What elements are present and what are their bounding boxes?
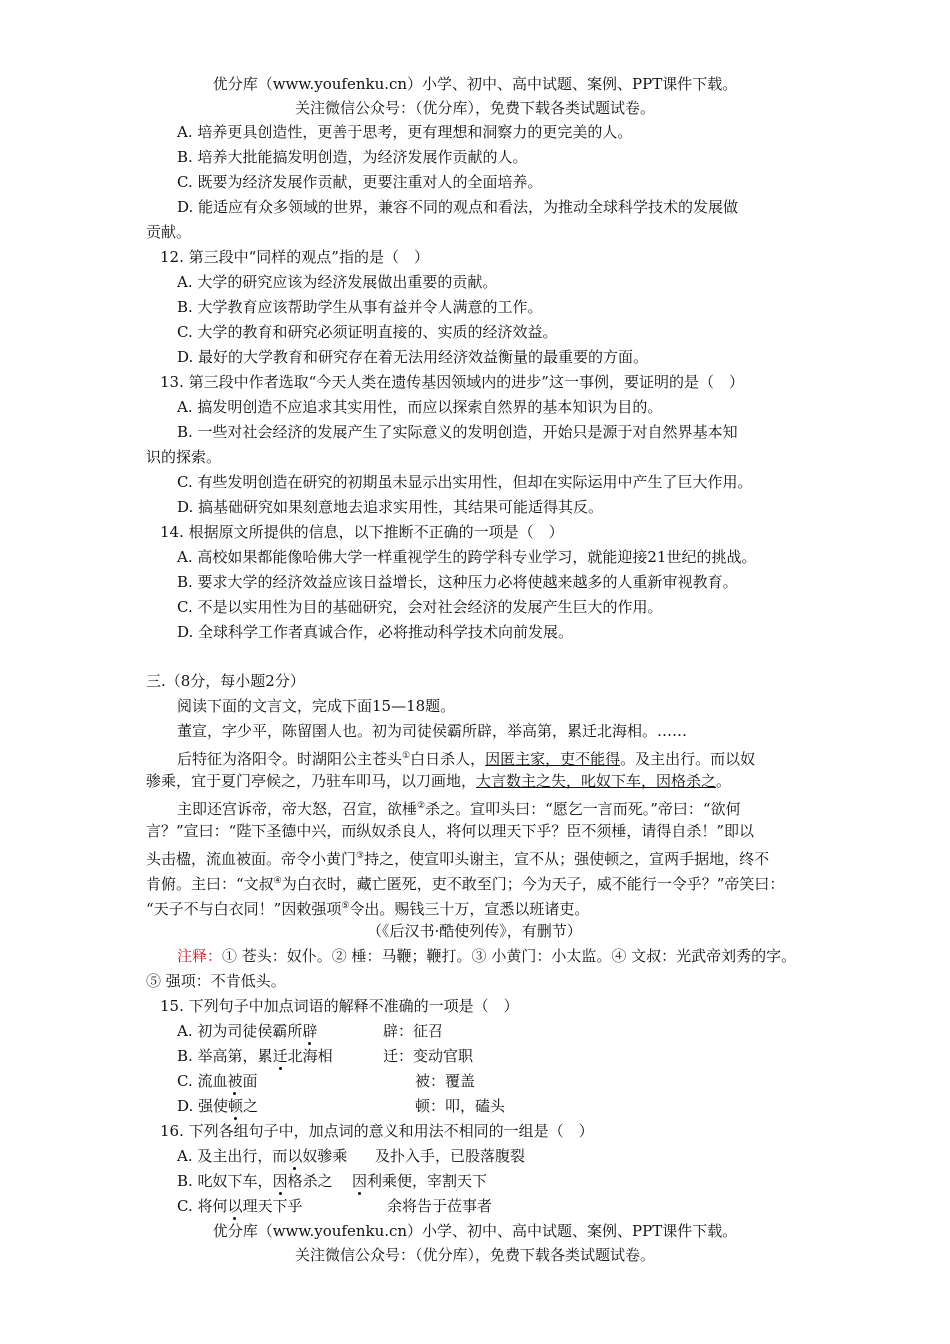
underlined-sentence-2: 大言数主之失，叱奴下车，因格杀之: [476, 772, 717, 790]
passage-paragraph-1: 董宣，字少平，陈留圉人也。初为司徒侯霸所辟，举高第，累迁北海相。……: [177, 722, 688, 740]
q14-stem: 14. 根据原文所提供的信息，以下推断不正确的一项是（ ）: [160, 523, 564, 541]
footer-line-1: 优分库（www.youfenku.cn）小学、初中、高中试题、案例、PPT课件下载。: [212, 1222, 738, 1240]
q11-option-d-line2: 贡献。: [146, 223, 192, 241]
p3-text-1b: 杀之。宣叩头曰：“愿乞一言而死。”帝曰：“欲何: [425, 800, 741, 818]
q16-c-dotted-word: 以: [227, 1197, 243, 1215]
q16-a-right-text: 及扑入手，已股落腹裂: [375, 1147, 526, 1165]
p3-text-1a: 主即还宫诉帝，帝大怒，召宣，欲棰: [177, 800, 418, 818]
q16-option-b: [177, 1170, 857, 1192]
annotation-line1: [177, 945, 857, 967]
q14-option-b: B. 要求大学的经济效益应该日益增长，这种压力必将使越来越多的人重新审视教育。: [177, 573, 738, 591]
passage-paragraph-2-line1: [177, 745, 857, 770]
note-ref-1: ①: [402, 751, 411, 761]
note-ref-4: ④: [273, 876, 282, 886]
note-ref-2: ②: [417, 801, 426, 811]
q12-option-b: B. 大学教育应该帮助学生从事有益并令人满意的工作。: [177, 298, 543, 316]
passage-paragraph-3-line4: [146, 870, 826, 895]
q15-b-text-post: 北海相: [287, 1047, 333, 1065]
annotation-label: 注释：: [177, 947, 223, 965]
p3-text-5b: 令出。赐钱三十万，宣悉以班诸吏。: [349, 900, 590, 918]
p3-text-4a: 肯俯。主曰：“文叔: [146, 875, 274, 893]
q16-a-dotted-word: 以: [287, 1147, 303, 1165]
section-3-title: 三.（8分，每小题2分）: [146, 672, 305, 690]
passage-paragraph-3-line5: [146, 895, 826, 920]
header-line-2: 关注微信公众号：（优分库），免费下载各类试题试卷。: [294, 99, 655, 117]
q16-b-text-post: 格杀之: [287, 1172, 333, 1190]
q11-option-b: B. 培养大批能搞发明创造，为经济发展作贡献的人。: [177, 148, 528, 166]
q15-c-gloss: 被：覆盖: [415, 1072, 476, 1090]
passage-source: （《后汉书·酷使列传》，有删节）: [367, 922, 582, 940]
p3-text-4b: 为白衣时，藏亡匿死，吏不敢至门；今为天子，威不能行一令乎？”帝笑曰：: [281, 875, 785, 893]
q13-option-d: D. 搞基础研究如果刻意地去追求实用性，其结果可能适得其反。: [177, 498, 604, 516]
passage-paragraph-3-line3: [146, 845, 826, 870]
q16-option-c: [177, 1195, 857, 1217]
q15-d-text-post: 之: [243, 1097, 259, 1115]
q16-c-right-text: 余将告于莅事者: [387, 1197, 493, 1215]
q15-d-dotted-word: 顿: [228, 1097, 244, 1115]
q12-stem: 12. 第三段中“同样的观点”指的是（ ）: [160, 248, 429, 266]
q15-option-c: [177, 1070, 857, 1092]
q13-option-c: C. 有些发明创造在研究的初期虽未显示出实用性，但却在实际运用中产生了巨大作用。: [177, 473, 753, 491]
q16-stem: 16. 下列各组句子中，加点词的意义和用法不相同的一组是（ ）: [160, 1122, 594, 1140]
note-ref-3: ③: [356, 851, 365, 861]
q15-stem: 15. 下列句子中加点词语的解释不准确的一项是（ ）: [160, 997, 519, 1015]
q16-b-text: B. 叱奴下车，: [177, 1172, 273, 1190]
p2-text-a: 后特征为洛阳令。时湖阳公主苍头: [177, 750, 403, 768]
passage-paragraph-2-line2: [146, 770, 826, 792]
q15-a-gloss: 辟：征召: [383, 1022, 444, 1040]
header-line-1: 优分库（www.youfenku.cn）小学、初中、高中试题、案例、PPT课件下载。: [212, 75, 738, 93]
q15-c-text-post: 面: [242, 1072, 258, 1090]
q16-a-text-post: 奴骖乘: [302, 1147, 348, 1165]
q11-option-d-line1: D. 能适应有众多领域的世界，兼容不同的观点和看法，为推动全球科学技术的发展做: [177, 198, 739, 216]
q16-b-right-dotted-word: 因: [352, 1172, 368, 1190]
q15-b-gloss: 迁：变动官职: [383, 1047, 474, 1065]
p2-text-c: 。及主出行。而以奴: [620, 750, 756, 768]
q12-option-a: A. 大学的研究应该为经济发展做出重要的贡献。: [177, 273, 498, 291]
q14-option-a: A. 高校如果都能像哈佛大学一样重视学生的跨学科专业学习，就能迎接21世纪的挑战。: [177, 548, 757, 566]
q13-stem: 13. 第三段中作者选取“今天人类在遗传基因领域内的进步”这一事例，要证明的是（ ）: [160, 373, 744, 391]
q15-c-text: C. 流血: [177, 1072, 228, 1090]
annotation-text-1: ① 苍头：奴仆。② 棰：马鞭；鞭打。③ 小黄门：小太监。④ 文叔：光武帝刘秀的字。: [222, 947, 797, 965]
q11-option-a: A. 培养更具创造性，更善于思考，更有理想和洞察力的更完美的人。: [177, 123, 633, 141]
q12-option-c: C. 大学的教育和研究必须证明直接的、实质的经济效益。: [177, 323, 558, 341]
p3-text-5a: “天子不与白衣同！”因敕强项: [146, 900, 342, 918]
note-ref-5: ⑤: [341, 901, 350, 911]
q15-a-dotted-word: 辟: [302, 1022, 318, 1040]
q15-a-text: A. 初为司徒侯霸所: [177, 1022, 303, 1040]
q16-b-dotted-word: 因: [272, 1172, 288, 1190]
q16-a-text: A. 及主出行，而: [177, 1147, 288, 1165]
p2-text-b: 白日杀人，: [410, 750, 486, 768]
passage-paragraph-3-line1: [177, 795, 857, 820]
q13-option-a: A. 搞发明创造不应追求其实用性，而应以探索自然界的基本知识为目的。: [177, 398, 663, 416]
p3-text-3a: 头击楹，流血被面。帝令小黄门: [146, 850, 357, 868]
q15-d-gloss: 顿：叩，磕头: [415, 1097, 506, 1115]
q15-d-text: D. 强使: [177, 1097, 229, 1115]
q15-option-b: [177, 1045, 857, 1067]
passage-paragraph-3-line2: 言？”宣曰：“陛下圣德中兴，而纵奴杀良人，将何以理天下乎？臣不须棰，请得自杀！”即以: [146, 822, 755, 840]
p3-text-3b: 持之，使宣叩头谢主，宣不从；强使顿之，宣两手据地，终不: [364, 850, 770, 868]
q15-b-dotted-word: 迁: [272, 1047, 288, 1065]
annotation-line2: ⑤ 强项：不肯低头。: [146, 972, 286, 990]
q13-option-b-line2: 识的探索。: [146, 448, 222, 466]
p2-text-d: 骖乘，宜于夏门亭候之，乃驻车叩马，以刀画地，: [146, 772, 477, 790]
q16-c-text: C. 将何: [177, 1197, 228, 1215]
q15-b-text: B. 举高第，累: [177, 1047, 273, 1065]
q13-option-b-line1: B. 一些对社会经济的发展产生了实际意义的发明创造，开始只是源于对自然界基本知: [177, 423, 738, 441]
q14-option-d: D. 全球科学工作者真诚合作，必将推动科学技术向前发展。: [177, 623, 574, 641]
section-3-instruction: 阅读下面的文言文，完成下面15—18题。: [177, 697, 456, 715]
p2-text-e: 。: [716, 772, 732, 790]
footer-line-2: 关注微信公众号：（优分库），免费下载各类试题试卷。: [294, 1246, 655, 1264]
q15-c-dotted-word: 被: [227, 1072, 243, 1090]
q11-option-c: C. 既要为经济发展作贡献，更要注重对人的全面培养。: [177, 173, 543, 191]
q16-c-text-post: 理天下乎: [242, 1197, 303, 1215]
q14-option-c: C. 不是以实用性为目的基础研究，会对社会经济的发展产生巨大的作用。: [177, 598, 663, 616]
q15-option-a: [177, 1020, 857, 1042]
q12-option-d: D. 最好的大学教育和研究存在着无法用经济效益衡量的最重要的方面。: [177, 348, 649, 366]
underlined-sentence-1: 因匿主家，吏不能得: [485, 750, 621, 768]
q16-b-right-text: 利乘便，宰割天下: [367, 1172, 488, 1190]
q16-option-a: [177, 1145, 857, 1167]
q15-option-d: [177, 1095, 857, 1117]
